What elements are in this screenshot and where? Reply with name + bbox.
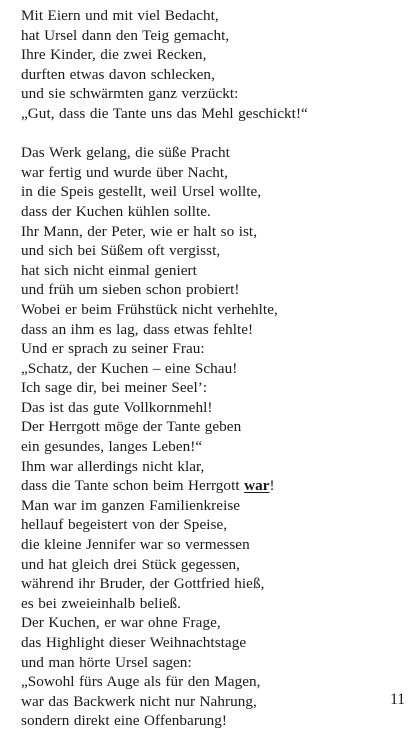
poem-line: in die Speis gestellt, weil Ursel wollte, [21,183,262,201]
poem-line: Ihm war allerdings nicht klar, [21,457,205,475]
poem-line: „Schatz, der Kuchen – eine Schau! [21,359,238,377]
poem-line: das Highlight dieser Weihnachtstage [21,634,247,651]
emphasized-word: war [244,477,270,495]
poem-line-text: ! [269,477,275,495]
poem-line: war fertig und wurde über Nacht, [21,163,229,181]
poem-line: Man war im ganzen Familienkreise [21,496,241,514]
poem-line: die kleine Jennifer war so vermessen [21,536,250,554]
poem-line: Ihre Kinder, die zwei Recken, [21,46,207,64]
poem-line: dass der Kuchen kühlen sollte. [21,202,211,220]
poem-line: und hat gleich drei Stück gegessen, [21,555,241,573]
poem-line: hat sich nicht einmal geniert [21,261,197,279]
poem-line: und sich bei Süßem oft vergisst, [21,242,221,260]
poem-line: ein gesundes, langes Leben!“ [21,438,203,456]
poem-line: Der Herrgott möge der Tante geben [21,418,242,436]
poem-line: Der Kuchen, er war ohne Frage, [21,614,221,632]
poem-line: dass an ihm es lag, dass etwas fehlte! [21,320,254,338]
stanza [21,6,401,124]
poem-line: Das ist das gute Vollkornmehl! [21,398,213,416]
poem-line: und sie schwärmten ganz verzückt: [21,85,239,103]
poem-line: durften etwas davon schlecken, [21,65,215,83]
poem-line [21,476,401,496]
poem-line: es bei zweieinhalb beließ. [21,594,181,612]
poem-line: Ich sage dir, bei meiner Seel’: [21,379,208,397]
poem-line: während ihr Bruder, der Gottfried hieß, [21,575,265,593]
poem-line-text: dass die Tante schon beim Herrgott [21,477,245,495]
page-number: 11 [390,691,405,708]
poem-line: „Sowohl fürs Auge als für den Magen, [21,673,261,691]
poem-line: hellauf begeistert von der Speise, [21,516,228,534]
poem-line: Und er sprach zu seiner Frau: [21,340,205,358]
poem-line: hat Ursel dann den Teig gemacht, [21,26,230,44]
poem-line: Ihr Mann, der Peter, wie er halt so ist, [21,222,258,240]
poem-line: Das Werk gelang, die süße Pracht [21,144,230,162]
poem-line: Wobei er beim Frühstück nicht verhehlte, [21,300,278,318]
poem-line: und man hörte Ursel sagen: [21,653,192,671]
poem-line: sondern direkt eine Offenbarung! [21,712,227,730]
poem-line: „Gut, dass die Tante uns das Mehl geschickt!“ [21,104,308,122]
poem-text [21,6,401,731]
stanza [21,143,401,731]
poem-line: Mit Eiern und mit viel Bedacht, [21,7,219,24]
poem-line: war das Backwerk nicht nur Nahrung, [21,692,257,710]
poem-line: und früh um sieben schon probiert! [21,281,240,299]
